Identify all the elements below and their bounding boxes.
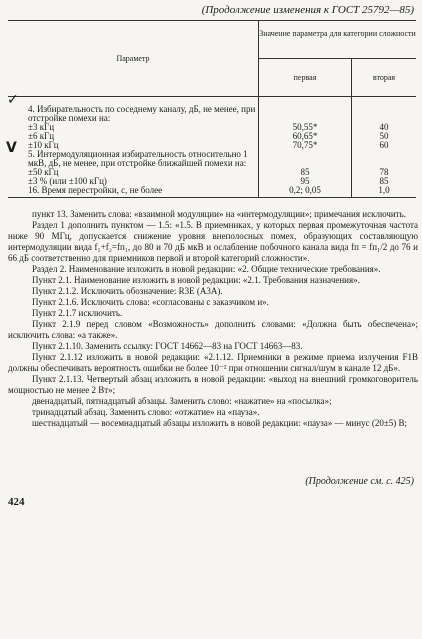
row-value-second: 1,0 <box>352 186 416 198</box>
amendment-text <box>8 209 418 429</box>
row-parameter: ±6 кГц <box>8 132 259 141</box>
row-value-first: 95 <box>259 177 352 186</box>
paragraph: Пункт 2.1.10. Заменить ссылку: ГОСТ 14662—83 на ГОСТ 14663—83. <box>32 341 303 351</box>
row-parameter: ±50 кГц <box>8 168 259 177</box>
paragraph: Пункт 2.1.6. Исключить слова: «согласованы с заказчиком и». <box>32 297 269 307</box>
row-value-second: 50 <box>379 131 389 141</box>
table-row <box>8 132 416 141</box>
row-value-first: 50,55* <box>259 123 352 132</box>
row-value-second: 78 <box>379 167 389 177</box>
paragraph: пункт 13. Заменить слова: «взаимной модуляции» на «интермодуляции»; примечания исключить. <box>32 209 406 219</box>
row-value-first: 0,2; 0,05 <box>259 186 352 198</box>
paragraph: Пункт 2.1.13. Четвертый абзац изложить в новой редакции: «выход на внешний громкоговоритель мощностью не менее 2 Вт»; <box>8 374 418 395</box>
row-value-first: 70,75* <box>259 141 352 150</box>
row-value-first <box>259 150 352 168</box>
row-value-second: 85 <box>379 176 389 186</box>
category-second-header: вторая <box>352 59 416 97</box>
paragraph: Пункт 2.1.9 перед словом «Возможность» дополнить словами: «Должна быть обеспечена»; исключить слова: «а также». <box>8 319 418 340</box>
row-value-first <box>259 97 352 124</box>
check-mark: ✓ <box>7 92 19 108</box>
paragraph: Раздел 1 дополнить пунктом — 1.5: «1.5. В приемниках, у которых первая промежуточная частота ниже 90 МГц, допускается снижение уровня внеполосных помех, образующих составляющую интермодуляции вида f₁+f₂=fп₁, до 80 и 70 дБ мкВ и ослабление побочного канала вида fп = fп₁/2 до 76 и 66 дБ соответственно для приемников первой и второй категорий сложности». <box>8 220 418 263</box>
param-column-header: Параметр <box>8 21 259 97</box>
row-parameter: ±3 % (или ±100 кГц) <box>8 177 259 186</box>
row-parameter: 4. Избирательность по соседнему каналу, дБ, не менее, при отстройке помехи на: <box>8 97 259 124</box>
table-row <box>8 97 416 124</box>
category-first-header: первая <box>259 59 352 97</box>
paragraph: шестнадцатый — восемнадцатый абзацы изложить в новой редакции: «пауза» — минус (20±5) В; <box>32 418 408 428</box>
row-value-second <box>352 150 416 168</box>
parameter-table <box>8 20 416 198</box>
value-column-header: Значение параметра для категории сложности <box>259 21 417 59</box>
continuation-header: (Продолжение изменения к ГОСТ 25792—85) <box>201 4 414 16</box>
row-value-second <box>352 97 416 124</box>
row-value-first: 85 <box>259 168 352 177</box>
row-parameter: ±3 кГц <box>8 123 259 132</box>
table-row <box>8 150 416 168</box>
row-value-second: 60 <box>379 140 389 150</box>
v-mark: V <box>6 140 17 156</box>
row-value-first: 60,65* <box>259 132 352 141</box>
row-parameter: 5. Интермодуляционная избирательность относительно 1 мкВ, дБ, не менее, при отстройке ближайшей помехи на: <box>8 150 259 168</box>
table-row <box>8 123 416 132</box>
table-row <box>8 186 416 198</box>
paragraph: Пункт 2.1.12 изложить в новой редакции: «2.1.12. Приемники в режиме приема излучения F1B должны обеспечивать вероятность ошибки не более 10⁻² при отношении сигнал/шум в канале 12 дБ». <box>8 352 418 373</box>
page-number: 424 <box>8 496 25 508</box>
paragraph: Раздел 2. Наименование изложить в новой редакции: «2. Общие технические требования». <box>32 264 381 274</box>
paragraph: Пункт 2.1.2. Исключить обозначение: R3E (A3A). <box>32 286 223 296</box>
paragraph: двенадцатый, пятнадцатый абзацы. Заменить слово: «нажатие» на «посылка»; <box>32 396 332 406</box>
row-parameter: ±10 кГц <box>8 141 259 150</box>
row-parameter: 16. Время перестройки, с, не более <box>8 186 259 198</box>
paragraph: Пункт 2.1.7 исключить. <box>32 308 123 318</box>
row-value-second: 40 <box>379 122 389 132</box>
paragraph: Пункт 2.1. Наименование изложить в новой редакции: «2.1. Требования назначения». <box>32 275 360 285</box>
paragraph: тринадцатый абзац. Заменить слово: «отжатие» на «пауза». <box>32 407 260 417</box>
continuation-footer: (Продолжение см. с. 425) <box>305 476 414 487</box>
